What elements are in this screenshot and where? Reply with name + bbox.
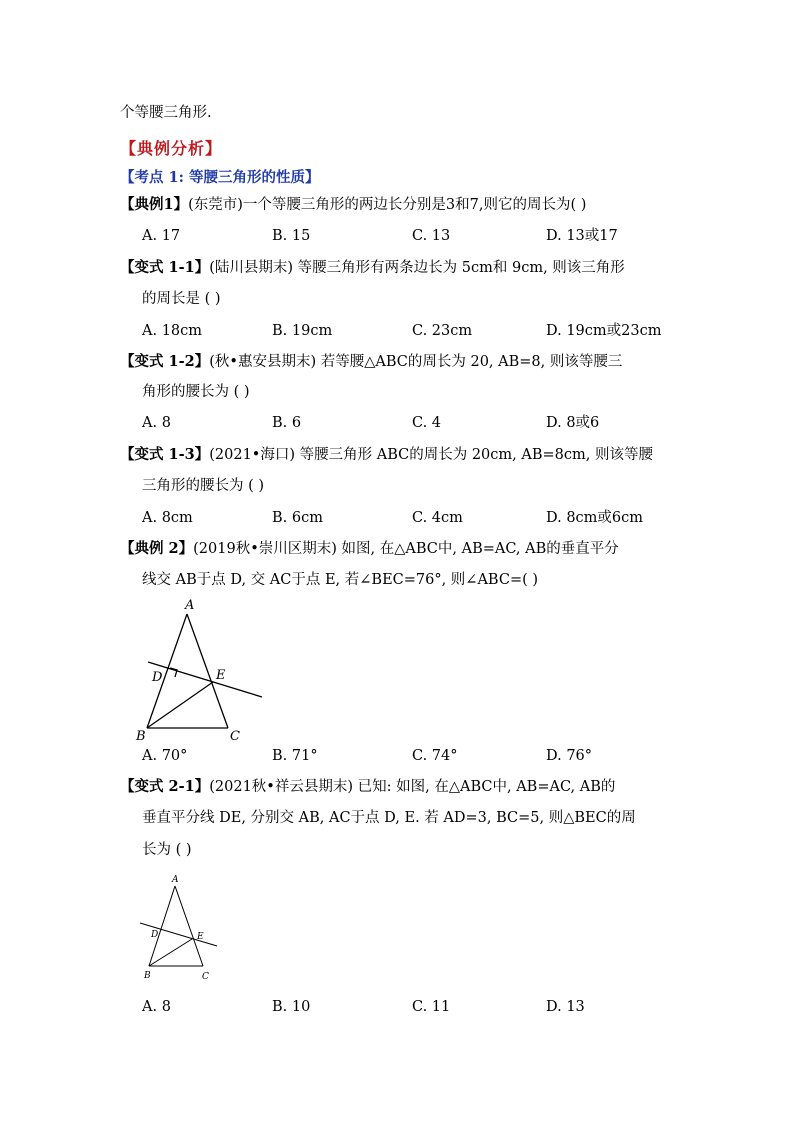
option-d[interactable]: D. 8或6 [546,415,600,431]
label-d: D [152,670,163,685]
option-b[interactable]: B. 10 [272,999,311,1015]
section-title: 【典例分析】 [120,139,223,158]
option-b[interactable]: B. 6cm [272,510,323,526]
label-e: E [216,668,226,683]
label-b: B [136,729,146,744]
label-e: E [197,932,204,942]
option-c[interactable]: C. 23cm [412,323,473,339]
triangle-figure-1 [130,595,280,745]
intro-text: 个等腰三角形. [120,105,212,121]
question-text-line: 三角形的腰长为 ( ) [142,478,265,494]
option-d[interactable]: D. 19cm或23cm [546,323,662,339]
option-b[interactable]: B. 6 [272,415,302,431]
question-text-line: (2021秋•祥云县期末) 已知: 如图, 在△ABC中, AB=AC, AB的 [209,779,616,795]
option-a[interactable]: A. 8 [142,999,171,1015]
option-b[interactable]: B. 15 [272,228,311,244]
triangle-figure-2 [130,868,240,988]
question-text-line: 的周长是 ( ) [142,291,221,307]
option-a[interactable]: A. 8 [142,415,171,431]
question-text-line: (东莞市)一个等腰三角形的两边长分别是3和7,则它的周长为( ) [188,197,587,213]
topic-title: 【考点 1: 等腰三角形的性质】 [120,169,320,186]
label-b: B [144,971,151,981]
option-c[interactable]: C. 4cm [412,510,463,526]
option-b[interactable]: B. 71° [272,748,318,764]
question-text-line: (陆川县期末) 等腰三角形有两条边长为 5cm和 9cm, 则该三角形 [209,260,625,276]
option-a[interactable]: A. 70° [142,748,188,764]
label-a: A [172,875,179,885]
option-c[interactable]: C. 13 [412,228,451,244]
question-text-line: 角形的腰长为 ( ) [142,384,250,400]
question-tag: 【变式 1-2】 [120,353,210,370]
option-a[interactable]: A. 18cm [142,323,203,339]
question-text-line: 垂直平分线 DE, 分别交 AB, AC于点 D, E. 若 AD=3, BC=5, 则△BEC的周 [142,810,636,826]
option-d[interactable]: D. 13或17 [546,228,618,244]
question-tag: 【变式 1-3】 [120,446,210,463]
option-c[interactable]: C. 74° [412,748,458,764]
option-d[interactable]: D. 13 [546,999,585,1015]
question-tag: 【变式 2-1】 [120,778,210,795]
question-tag: 【典例1】 [120,196,189,213]
question-text-line: (2019秋•崇川区期末) 如图, 在△ABC中, AB=AC, AB的垂直平分 [193,541,619,557]
label-a: A [185,598,195,613]
question-tag: 【典例 2】 [120,540,194,557]
option-d[interactable]: D. 8cm或6cm [546,510,644,526]
option-c[interactable]: C. 11 [412,999,451,1015]
question-text-line: 长为 ( ) [142,842,192,858]
label-c: C [230,729,240,744]
question-text-line: (秋•惠安县期末) 若等腰△ABC的周长为 20, AB=8, 则该等腰三 [209,354,623,370]
option-c[interactable]: C. 4 [412,415,442,431]
label-d: D [151,930,159,940]
option-a[interactable]: A. 17 [142,228,181,244]
option-a[interactable]: A. 8cm [142,510,193,526]
option-d[interactable]: D. 76° [546,748,593,764]
option-b[interactable]: B. 19cm [272,323,333,339]
question-text-line: (2021•海口) 等腰三角形 ABC的周长为 20cm, AB=8cm, 则该等腰 [209,447,653,463]
label-c: C [202,972,209,982]
question-tag: 【变式 1-1】 [120,259,210,276]
question-text-line: 线交 AB于点 D, 交 AC于点 E, 若∠BEC=76°, 则∠ABC=( ) [142,572,539,588]
